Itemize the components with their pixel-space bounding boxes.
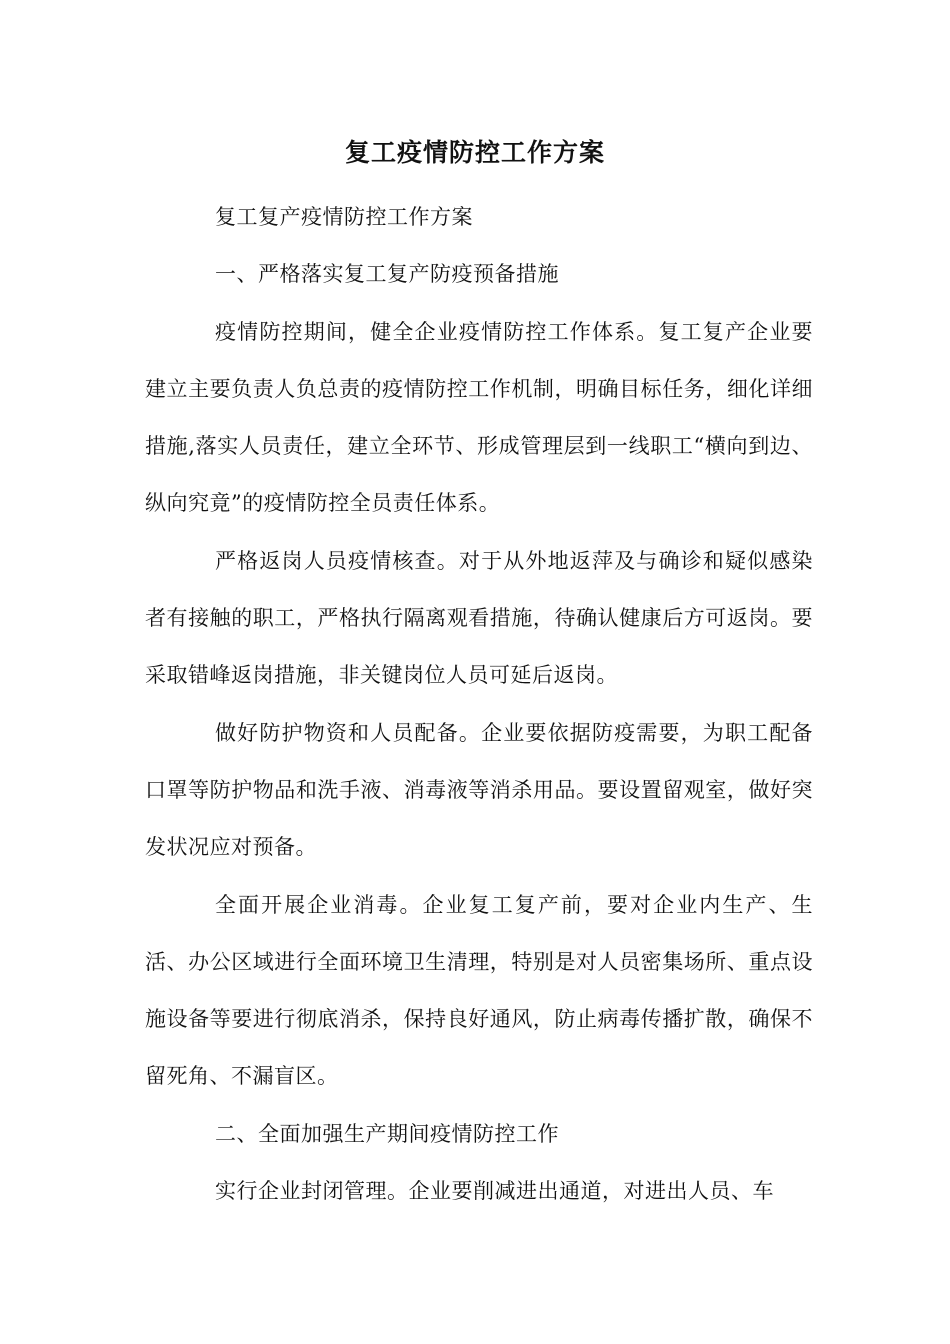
paragraph: 做好防护物资和人员配备。企业要依据防疫需要，为职工配备口罩等防护物品和洗手液、消毒液等消杀用品。要设置留观室，做好突发状况应对预备。	[145, 720, 813, 860]
document-title: 复工疫情防控工作方案	[344, 138, 605, 167]
paragraph: 严格返岗人员疫情核查。对于从外地返萍及与确诊和疑似感染者有接触的职工，严格执行隔离观看措施，待确认健康后方可返岗。要采取错峰返岗措施，非关键岗位人员可延后返岗。	[145, 548, 813, 688]
paragraph-subtitle: 复工复产疫情防控工作方案	[215, 205, 473, 229]
section-heading-2: 二、全面加强生产期间疫情防控工作	[215, 1121, 559, 1146]
document-body	[145, 189, 813, 1220]
paragraph: 实行企业封闭管理。企业要削减进出通道，对进出人员、车	[215, 1179, 774, 1204]
section-heading-1: 一、严格落实复工复产防疫预备措施	[215, 262, 559, 287]
paragraph: 全面开展企业消毒。企业复工复产前，要对企业内生产、生活、办公区域进行全面环境卫生清理，特别是对人员密集场所、重点设施设备等要进行彻底消杀，保持良好通风，防止病毒传播扩散，确保不留死角、不漏盲区。	[145, 892, 813, 1089]
paragraph: 疫情防控期间，健全企业疫情防控工作体系。复工复产企业要建立主要负责人负总责的疫情防控工作机制，明确目标任务，细化详细措施,落实人员责任，建立全环节、形成管理层到一线职工“横向到边、纵向究竟”的疫情防控全员责任体系。	[145, 319, 813, 516]
